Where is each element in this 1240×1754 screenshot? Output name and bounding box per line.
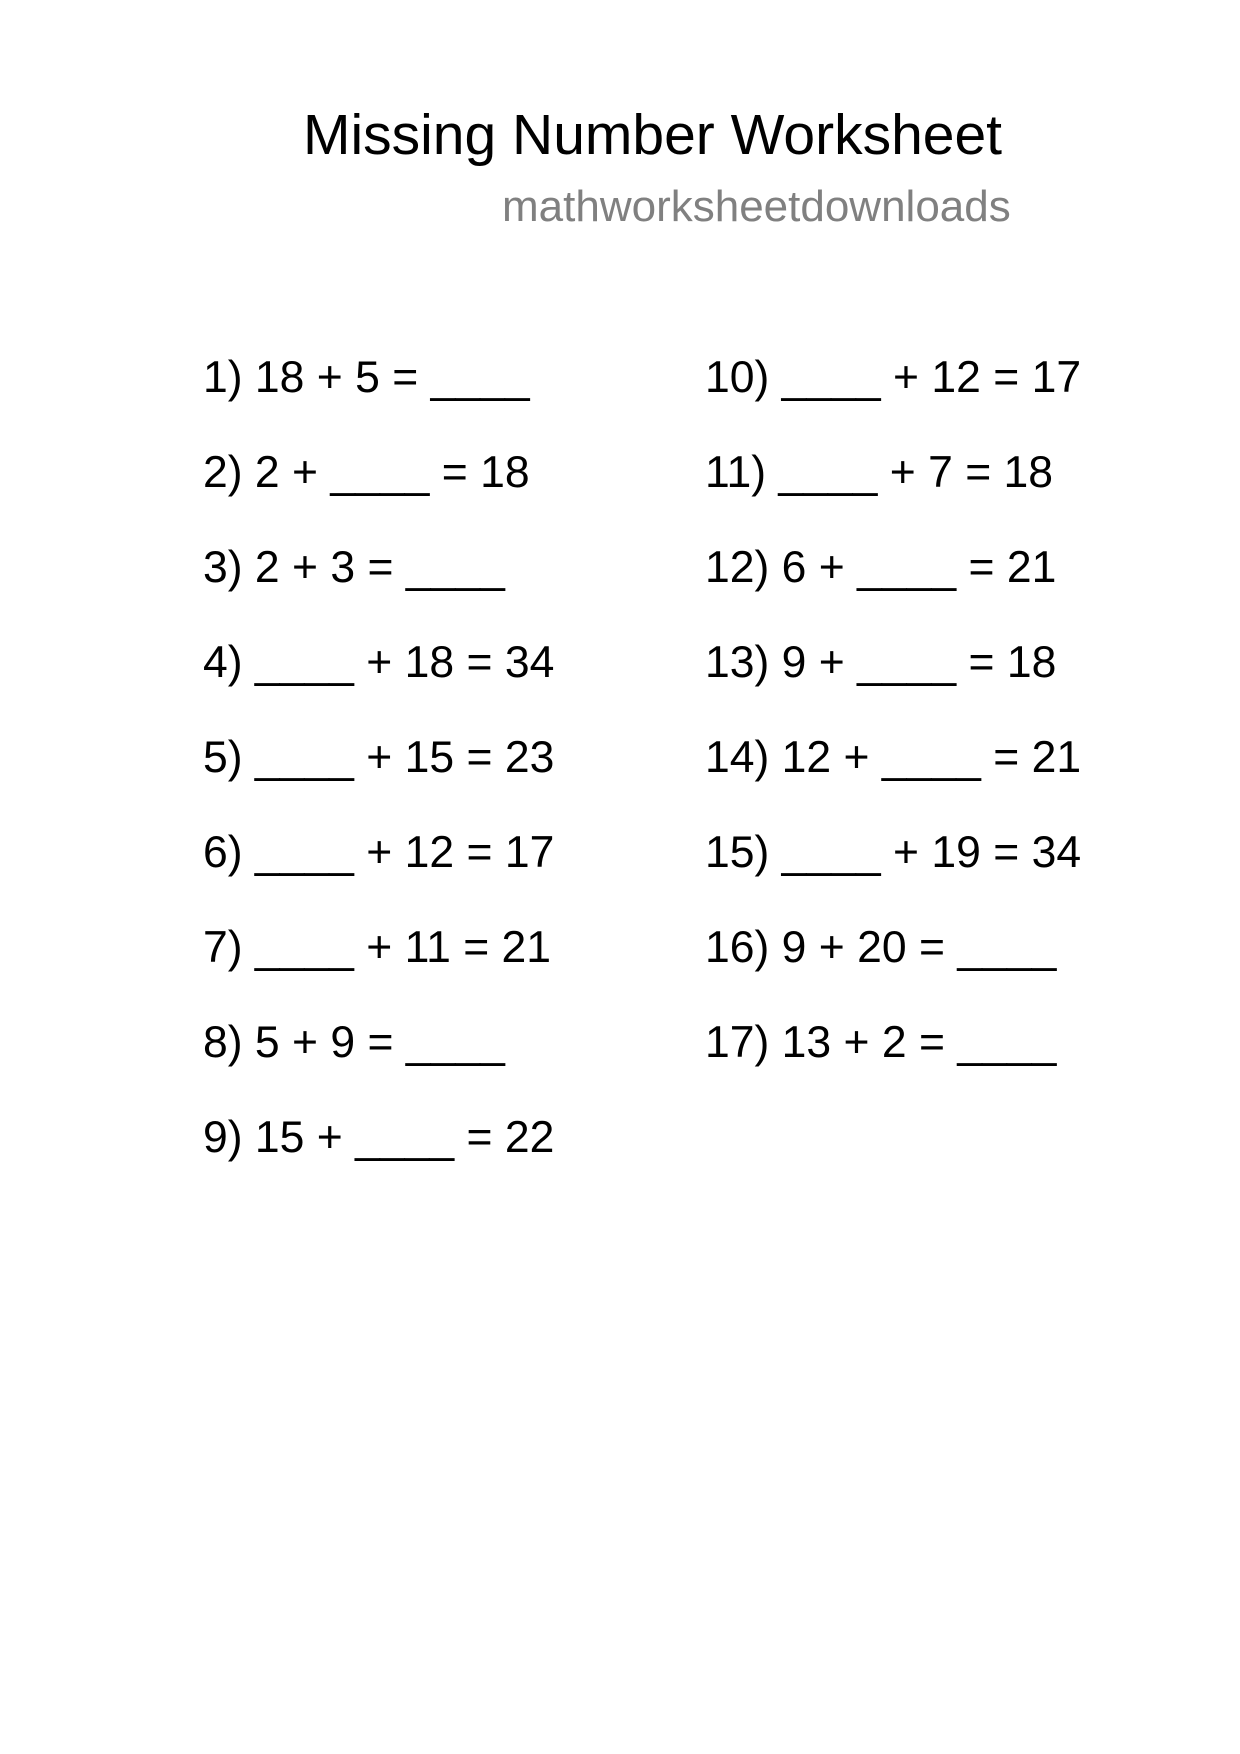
problem-10: 10) ____ + 12 = 17	[705, 353, 1082, 402]
problem-4: 4) ____ + 18 = 34	[203, 638, 555, 687]
problem-8: 8) 5 + 9 = ____	[203, 1018, 505, 1067]
problem-9: 9) 15 + ____ = 22	[203, 1113, 555, 1162]
problem-14: 14) 12 + ____ = 21	[705, 733, 1082, 782]
problem-3: 3) 2 + 3 = ____	[203, 543, 505, 592]
problem-6: 6) ____ + 12 = 17	[203, 828, 555, 877]
problem-17: 17) 13 + 2 = ____	[705, 1018, 1057, 1067]
problem-1: 1) 18 + 5 = ____	[203, 353, 530, 402]
worksheet-source: mathworksheetdownloads	[502, 182, 1011, 231]
problem-15: 15) ____ + 19 = 34	[705, 828, 1082, 877]
problem-13: 13) 9 + ____ = 18	[705, 638, 1057, 687]
problem-7: 7) ____ + 11 = 21	[203, 923, 552, 972]
problem-11: 11) ____ + 7 = 18	[705, 448, 1054, 497]
problem-12: 12) 6 + ____ = 21	[705, 543, 1057, 592]
problem-16: 16) 9 + 20 = ____	[705, 923, 1057, 972]
worksheet-title: Missing Number Worksheet	[303, 103, 1003, 167]
problem-2: 2) 2 + ____ = 18	[203, 448, 530, 497]
problem-5: 5) ____ + 15 = 23	[203, 733, 555, 782]
